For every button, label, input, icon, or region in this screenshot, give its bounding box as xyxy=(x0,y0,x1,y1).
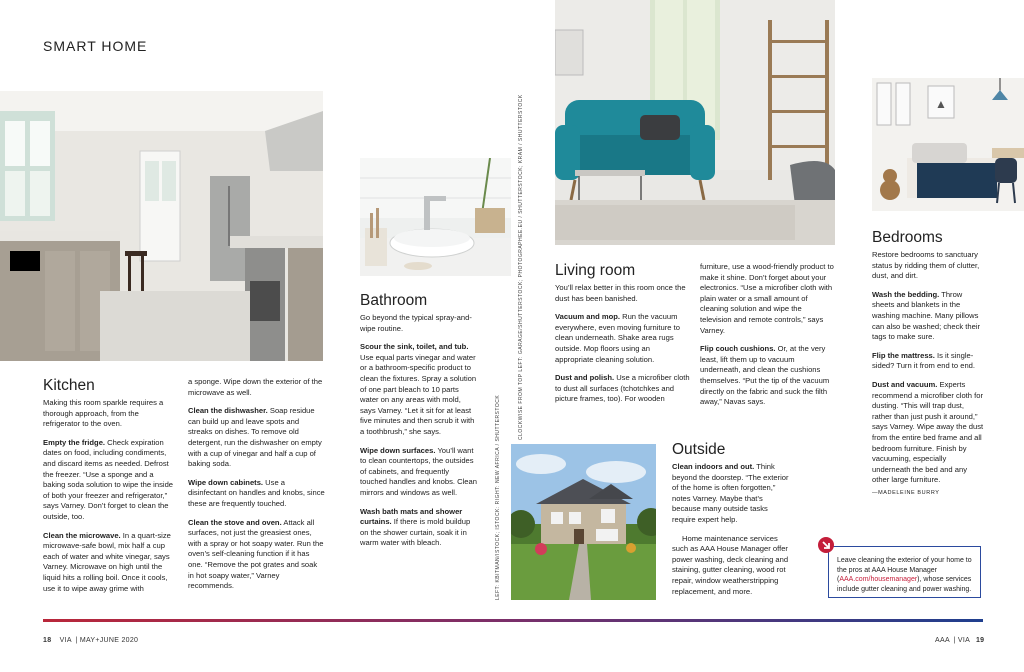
bedrooms-paragraph: Flip the mattress. Is it single-sided? Turn it from end to end. xyxy=(872,350,975,371)
page-number-left: 18 xyxy=(43,637,52,644)
living-room-column-2 xyxy=(700,262,835,416)
kitchen-paragraph: Wipe down cabinets. Use a disinfectant on handles and knobs, since these are frequently touched. xyxy=(188,477,325,508)
callout-box: Leave cleaning the exterior of your home to the pros at AAA House Manager (AAA.com/housemanager), whose services include gutter cleaning and power washing. xyxy=(828,546,981,598)
kitchen-subhead: Empty the fridge. xyxy=(43,437,106,447)
kitchen-paragraph: a sponge. Wipe down the exterior of the microwave as well. xyxy=(188,377,323,397)
living-room-intro: You’ll relax better in this room once the dust has been banished. xyxy=(555,283,686,303)
bathroom-heading: Bathroom xyxy=(360,292,428,309)
outside-column xyxy=(672,462,792,605)
kitchen-subhead: Clean the stove and oven. xyxy=(188,517,282,527)
living-room-paragraph: Dust and polish. Use a microfiber cloth to dust all surfaces (tchotchkes and picture frames, too). For wooden xyxy=(555,373,690,404)
living-room-column-1 xyxy=(555,283,690,413)
living-room-subhead: Vacuum and mop. xyxy=(555,312,620,322)
svg-text:▲: ▲ xyxy=(935,97,947,111)
bathroom-photo xyxy=(360,158,511,276)
callout-arrow-badge xyxy=(818,537,834,553)
bedrooms-column xyxy=(872,250,984,498)
kitchen-photo xyxy=(0,91,323,361)
outside-subhead: Clean indoors and out. xyxy=(672,462,755,471)
photo-credit-right: CLOCKWISE FROM TOP LEFT: GARAGE/SHUTTERSTOCK; PHOTOGRAPHEE.EU / SHUTTERSTOCK; KRAM / SHUTTERSTOCK xyxy=(518,94,524,440)
kitchen-paragraph: Empty the fridge. Check expiration dates on food, including condiments, and discard items as needed. Defrost the freezer. “Use a sponge and a baking soda solution to wipe the inside of both your freezer and refrigerator,” says Varney. Don’t forget to clean the outside, too. xyxy=(43,437,174,521)
bathroom-subhead: Scour the sink, toilet, and tub. xyxy=(360,342,469,352)
kitchen-paragraph: Clean the stove and oven. Attack all surfaces, not just the greasiest ones, with a spray or hot soapy water. Run the oven’s self-cleaning function if it has one. “Remove the pot grates and soak in hot soapy water,” Varney recommends. xyxy=(188,517,324,591)
kitchen-column-1 xyxy=(43,398,178,602)
bathroom-paragraph: Wipe down surfaces. You’ll want to clean countertops, the outsides of cabinets, and frequently touched handles and knobs. Clean mirrors and windows as well. xyxy=(360,445,477,497)
bedrooms-heading: Bedrooms xyxy=(872,229,943,246)
house-manager-link[interactable]: AAA.com/housemanager xyxy=(839,576,918,583)
kitchen-subhead: Clean the dishwasher. xyxy=(188,406,268,416)
photo-credit-left: LEFT: KBITMAN/ISTOCK; ISTOCK: RIGHT: NEW AFRICA / SHUTTERSTOCK xyxy=(495,394,501,600)
bathroom-subhead: Wash bath mats and shower curtains. xyxy=(360,506,463,527)
kitchen-intro: Making this room sparkle requires a thorough approach, from the refrigerator to the oven. xyxy=(43,398,164,429)
arrow-down-right-icon xyxy=(818,537,834,553)
bedrooms-subhead: Flip the mattress. xyxy=(872,350,935,360)
living-room-photo xyxy=(555,0,835,245)
bathroom-intro: Go beyond the typical spray-and-wipe routine. xyxy=(360,313,472,333)
bedrooms-subhead: Dust and vacuum. xyxy=(872,379,938,389)
outside-heading: Outside xyxy=(672,441,726,458)
kitchen-paragraph: Clean the dishwasher. Soap residue can build up and leave spots and streaks on dishes. To remove old detergent, run the dishwasher on empty with a cup of vinegar and half a cup of baking soda. xyxy=(188,406,322,469)
section-label: SMART HOME xyxy=(43,38,148,54)
bedrooms-paragraph: Dust and vacuum. Experts recommend a microfiber cloth for dusting. “This will trap dust, rather than just push it around,” says Varney. Wipe away the dust from the entire bed frame and all bedroom furniture. Finish by vacuuming, especially underneath the bed and any other large furniture. xyxy=(872,379,984,485)
living-room-subhead: Dust and polish. xyxy=(555,373,615,383)
kitchen-subhead: Clean the microwave. xyxy=(43,530,121,540)
bedrooms-intro: Restore bedrooms to sanctuary status by ridding them of clutter, dust, and dirt. xyxy=(872,250,980,281)
kitchen-subhead: Wipe down cabinets. xyxy=(188,477,264,487)
living-room-paragraph: Vacuum and mop. Run the vacuum everywhere, even moving furniture to clean underneath. Shake area rugs outside. Mop floors using an appropriate cleaning solution. xyxy=(555,312,680,364)
living-room-paragraph: Flip couch cushions. Or, at the very least, lift them up to vacuum underneath, and clean the cushions themselves. “Put the tip of the vacuum directly on the fabric and suck the filth away,” Navas says. xyxy=(700,344,830,407)
kitchen-paragraph: Clean the microwave. In a quart-size microwave-safe bowl, mix half a cup each of water and white vinegar, says Varney. Microwave on high until the liquid hits a rolling boil. Once it cools, use it to wipe away grime with xyxy=(43,530,171,593)
page-number-right: 19 xyxy=(975,637,985,644)
bedroom-photo xyxy=(872,78,1024,211)
kitchen-column-2 xyxy=(188,377,325,600)
footer-right: AAA | VIA 19 xyxy=(935,637,985,644)
kitchen-heading: Kitchen xyxy=(43,377,95,394)
outside-paragraph: Clean indoors and out. Think beyond the doorstep. “The exterior of the home is often forgotten,” notes Varney. Maybe that’s because many outside tasks require expert help. xyxy=(672,462,789,524)
footer-left: 18 VIA | MAY+JUNE 2020 xyxy=(43,637,139,644)
byline: —MADELEINE BURRY xyxy=(872,489,940,496)
footer-rule xyxy=(43,619,983,622)
bathroom-subhead: Wipe down surfaces. xyxy=(360,445,436,455)
house-photo xyxy=(511,444,656,600)
living-room-heading: Living room xyxy=(555,262,636,279)
living-room-subhead: Flip couch cushions. xyxy=(700,344,776,354)
bathroom-paragraph: Scour the sink, toilet, and tub. Use equal parts vinegar and water or a bathroom-specific product to clean the fixtures. Spray a solution of one part bleach to 10 parts water on any areas with mold, says Varney. “Let it sit for at least five minutes and then scrub it with a toothbrush,” she says. xyxy=(360,342,477,436)
bathroom-column xyxy=(360,313,478,557)
bedrooms-paragraph: Wash the bedding. Throw sheets and blankets in the washing machine. Many pillows can also be washed; check their tags to make sure. xyxy=(872,289,981,342)
bedrooms-subhead: Wash the bedding. xyxy=(872,289,940,299)
living-room-paragraph: furniture, use a wood-friendly product to make it shine. Don’t forget about your electronics. “Use a microfiber cloth with plain water or a small amount of cleaning solution and wipe the television and remote controls,” says Varney. xyxy=(700,262,834,335)
bathroom-paragraph: Wash bath mats and shower curtains. If there is mold buildup on the shower curtain, soak it in warm water with bleach. xyxy=(360,506,471,548)
outside-paragraph: Home maintenance services such as AAA House Manager offer power washing, deck cleaning and staining, gutter cleaning, wood rot repair, window weatherstripping replacement, and more. xyxy=(672,533,789,596)
